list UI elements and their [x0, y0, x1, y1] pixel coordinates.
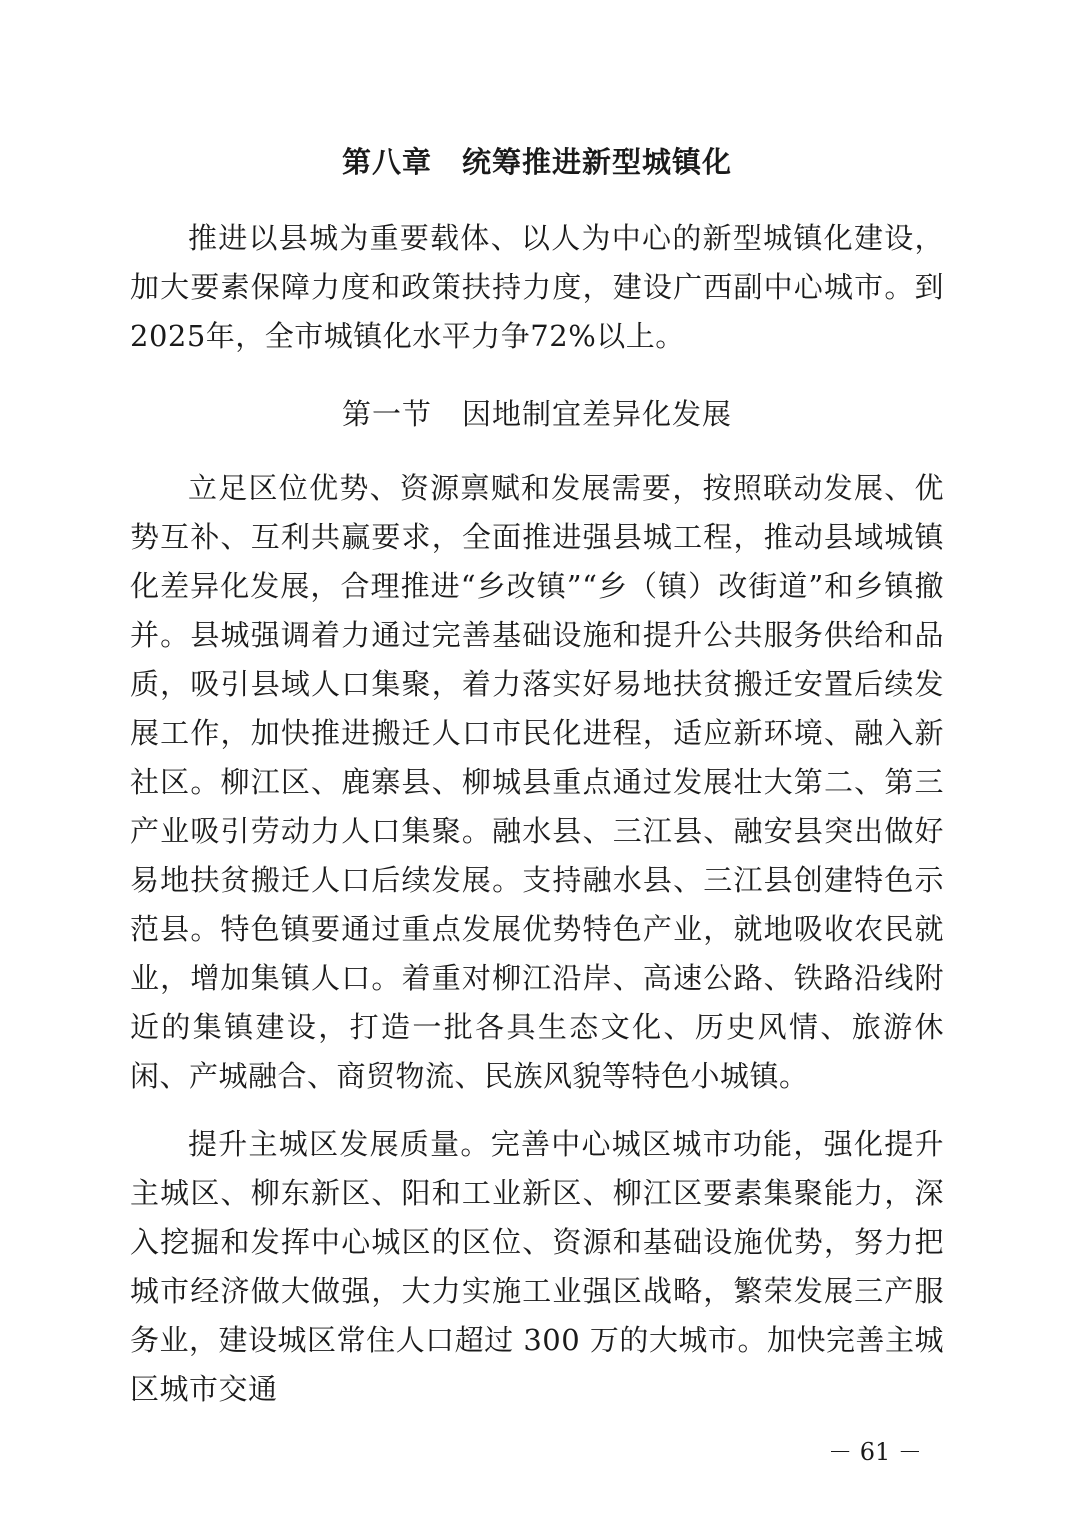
section-title: 第一节 因地制宜差异化发展 — [341, 397, 732, 431]
intro-paragraph: 推进以县城为重要载体、以人为中心的新型城镇化建设，加大要素保障力度和政策扶持力度，建设广西副中心城市。到2025年，全市城镇化水平力争72%以上。 — [130, 221, 944, 353]
chapter-title: 第八章 统筹推进新型城镇化 — [341, 145, 732, 179]
document-page — [130, 0, 944, 1520]
body-paragraph-1: 立足区位优势、资源禀赋和发展需要，按照联动发展、优势互补、互利共赢要求，全面推进强县城工程，推动县域城镇化差异化发展，合理推进“乡改镇”“乡（镇）改街道”和乡镇撤并。县城强调着力通过完善基础设施和提升公共服务供给和品质，吸引县域人口集聚，着力落实好易地扶贫搬迁安置后续发展工作，加快推进搬迁人口市民化进程，适应新环境、融入新社区。柳江区、鹿寨县、柳城县重点通过发展壮大第二、第三产业吸引劳动力人口集聚。融水县、三江县、融安县突出做好易地扶贫搬迁人口后续发展。支持融水县、三江县创建特色示范县。特色镇要通过重点发展优势特色产业，就地吸收农民就业，增加集镇人口。着重对柳江沿岸、高速公路、铁路沿线附近的集镇建设，打造一批各具生态文化、历史风情、旅游休闲、产城融合、商贸物流、民族风貌等特色小城镇。 — [130, 471, 944, 1093]
body-paragraph-2: 提升主城区发展质量。完善中心城区城市功能，强化提升主城区、柳东新区、阳和工业新区、柳江区要素集聚能力，深入挖掘和发挥中心城区的区位、资源和基础设施优势，努力把城市经济做大做强，大力实施工业强区战略，繁荣发展三产服务业，建设城区常住人口超过 300 万的大城市。加快完善主城区城市交通 — [130, 1127, 944, 1406]
page-number: － 61 － — [828, 1438, 922, 1466]
